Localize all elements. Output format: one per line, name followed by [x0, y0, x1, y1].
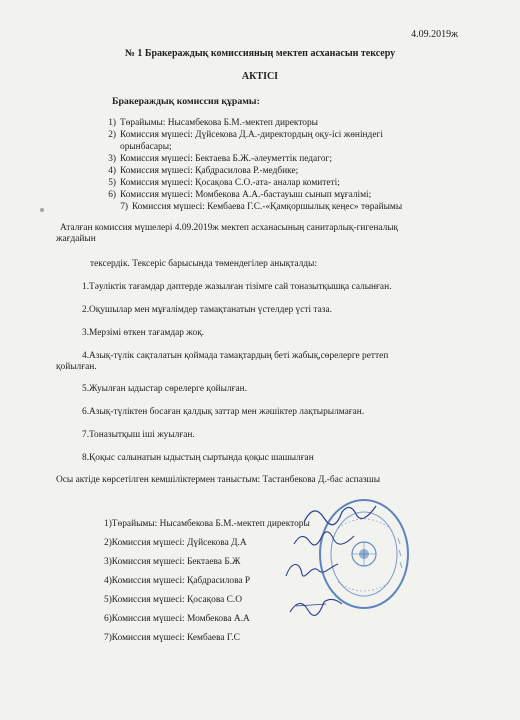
document-date: 4.09.2019ж	[411, 29, 458, 40]
document-heading: АКТІСІ	[241, 71, 279, 82]
signature-line: 7)Комиссия мүшесі: Кембаева Г.С	[104, 633, 240, 643]
signature-line: 6)Комиссия мүшесі: Момбекова А.А	[104, 614, 250, 624]
signature-line: 4)Комиссия мүшесі: Қабдрасилова Р	[104, 576, 251, 586]
member-item: 5) Комиссия мүшесі: Қосақова С.О.-ата- аналар комитеті;	[108, 178, 340, 188]
member-item: 3) Комиссия мүшесі: Бектаева Б.Ж.-әлеуметтік педагог;	[108, 154, 332, 164]
intro-line-1: Аталған комиссия мүшелері 4.09.2019ж мектеп асханасының санитарлық-гигеналық	[60, 223, 399, 233]
signature-line: 5)Комиссия мүшесі: Қосақова С.О	[104, 595, 243, 605]
member-item: 7) Комиссия мүшесі: Кембаева Г.С.-«Қамқоршылық кеңес» төрайымы	[120, 202, 403, 212]
ink-mark	[40, 208, 44, 212]
finding-item: 3.Мерзімі өткен тағамдар жоқ.	[82, 328, 205, 338]
signature-line: 1)Төрайымы: Нысамбекова Б.М.-мектеп директоры	[104, 519, 310, 529]
finding-item: 1.Тәуліктік тағамдар дәптерде жазылған тізімге сай тоназытқышқа салынған.	[82, 282, 392, 292]
official-stamp	[318, 498, 410, 610]
member-item: 6) Комиссия мүшесі: Момбекова А.А.-бастауыш сынып мұғалімі;	[108, 190, 372, 200]
finding-item: 6.Азық-түліктен босаған қалдық заттар мен жәшіктер лақтырылмаған.	[82, 407, 365, 417]
acquainted-line: Осы актіде көрсетілген кемшіліктермен таныстым: Тастанбекова Д.-бас аспазшы	[56, 475, 381, 485]
intro-line-3: тексердік. Тексеріс барысында төмендегілер анықталды:	[90, 259, 317, 269]
member-item: орынбасары;	[120, 142, 172, 152]
finding-item: 7.Тоназытқыш іші жуылған.	[82, 430, 195, 440]
intro-line-2: жағдайын	[56, 234, 96, 244]
document-title: № 1 Бракераждық комиссияның мектеп асханасын тексеру	[124, 48, 396, 59]
finding-item: 2.Оқушылар мен мұғалімдер тамақтанатын үстелдер үсті таза.	[82, 305, 333, 315]
signature-line: 2)Комиссия мүшесі: Дүйсекова Д.А	[104, 538, 247, 548]
finding-item: 8.Қоқыс салынатын ыдыстың сыртында қоқыс шашылған	[82, 453, 314, 463]
member-item: 2) Комиссия мүшесі: Дүйсекова Д.А.-директордың оқу-ісі жөніндегі	[108, 130, 383, 140]
member-item: 4) Комиссия мүшесі: Қабдрасилова Р.-медбике;	[108, 166, 299, 176]
member-item: 1) Төрайымы: Нысамбекова Б.М.-мектеп директоры	[108, 118, 318, 128]
commission-label: Бракераждық комиссия құрамы:	[112, 96, 260, 107]
finding-item: 5.Жуылған ыдыстар сөрелерге қойылған.	[82, 384, 247, 394]
signature-line: 3)Комиссия мүшесі: Бектаева Б.Ж	[104, 557, 241, 567]
finding-item-continuation: қойылған.	[56, 362, 97, 372]
finding-item: 4.Азық-түлік сақталатын қоймада тамақтардың беті жабық,сөрелерге реттеп	[82, 351, 389, 361]
